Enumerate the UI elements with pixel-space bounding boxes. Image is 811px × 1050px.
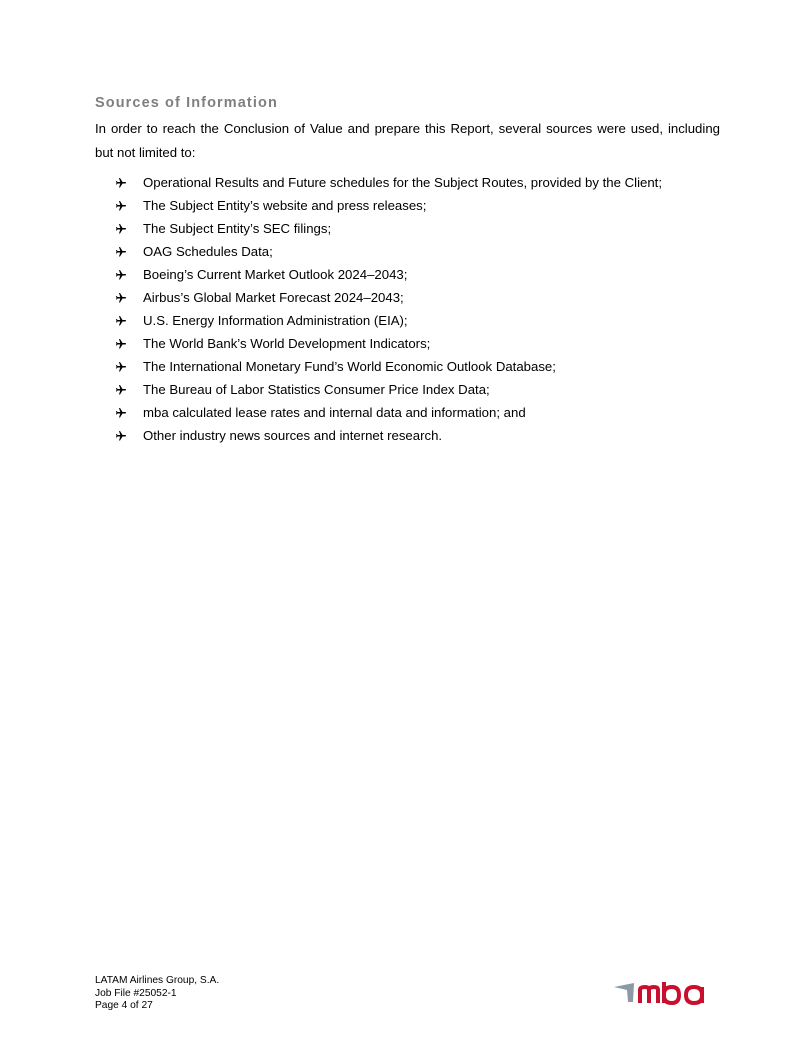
section-title: Sources of Information [95, 95, 278, 111]
mba-logo-graphic [612, 980, 708, 1006]
airplane-icon [115, 223, 143, 235]
mba-logo [612, 980, 708, 1006]
airplane-icon [115, 177, 143, 189]
airplane-icon [115, 200, 143, 212]
source-text: mba calculated lease rates and internal data and information; and [143, 405, 526, 420]
source-text: U.S. Energy Information Administration (EIA); [143, 313, 408, 328]
footer-page-number: Page 4 of 27 [95, 1000, 153, 1011]
airplane-icon [115, 384, 143, 396]
source-list-item [115, 286, 662, 309]
source-text: Airbus’s Global Market Forecast 2024–2043; [143, 290, 404, 305]
airplane-icon [115, 430, 143, 442]
logo-lettering [640, 982, 702, 1003]
source-text: OAG Schedules Data; [143, 244, 273, 259]
airplane-icon [115, 407, 143, 419]
source-list-item [115, 378, 662, 401]
source-list-item [115, 355, 662, 378]
source-text: The Bureau of Labor Statistics Consumer Price Index Data; [143, 382, 490, 397]
logo-tail-mark [614, 983, 634, 1002]
airplane-icon [115, 315, 143, 327]
intro-paragraph: In order to reach the Conclusion of Value and prepare this Report, several sources were used, including but not limited to: [95, 121, 720, 160]
source-list-item [115, 194, 662, 217]
source-list-item [115, 217, 662, 240]
source-text: Other industry news sources and internet research. [143, 428, 443, 443]
airplane-icon [115, 269, 143, 281]
sources-list [115, 171, 662, 447]
source-text: The World Bank’s World Development Indicators; [143, 336, 431, 351]
source-text: The Subject Entity’s SEC filings; [143, 221, 332, 236]
source-list-item [115, 171, 662, 194]
source-text: Boeing’s Current Market Outlook 2024–2043; [143, 267, 408, 282]
footer-company: LATAM Airlines Group, S.A. [95, 975, 220, 986]
footer-job-file: Job File #25052-1 [95, 987, 177, 999]
source-text: Operational Results and Future schedules for the Subject Routes, provided by the Client; [143, 175, 663, 190]
source-list-item [115, 263, 662, 286]
source-list-item [115, 332, 662, 355]
source-text: The International Monetary Fund’s World Economic Outlook Database; [143, 359, 556, 374]
source-list-item [115, 240, 662, 263]
airplane-icon [115, 361, 143, 373]
airplane-icon [115, 246, 143, 258]
source-text: The Subject Entity’s website and press releases; [143, 198, 427, 213]
source-list-item [115, 401, 662, 424]
source-list-item [115, 424, 662, 447]
source-list-item [115, 309, 662, 332]
footer [95, 975, 219, 1013]
airplane-icon [115, 338, 143, 350]
airplane-icon [115, 292, 143, 304]
